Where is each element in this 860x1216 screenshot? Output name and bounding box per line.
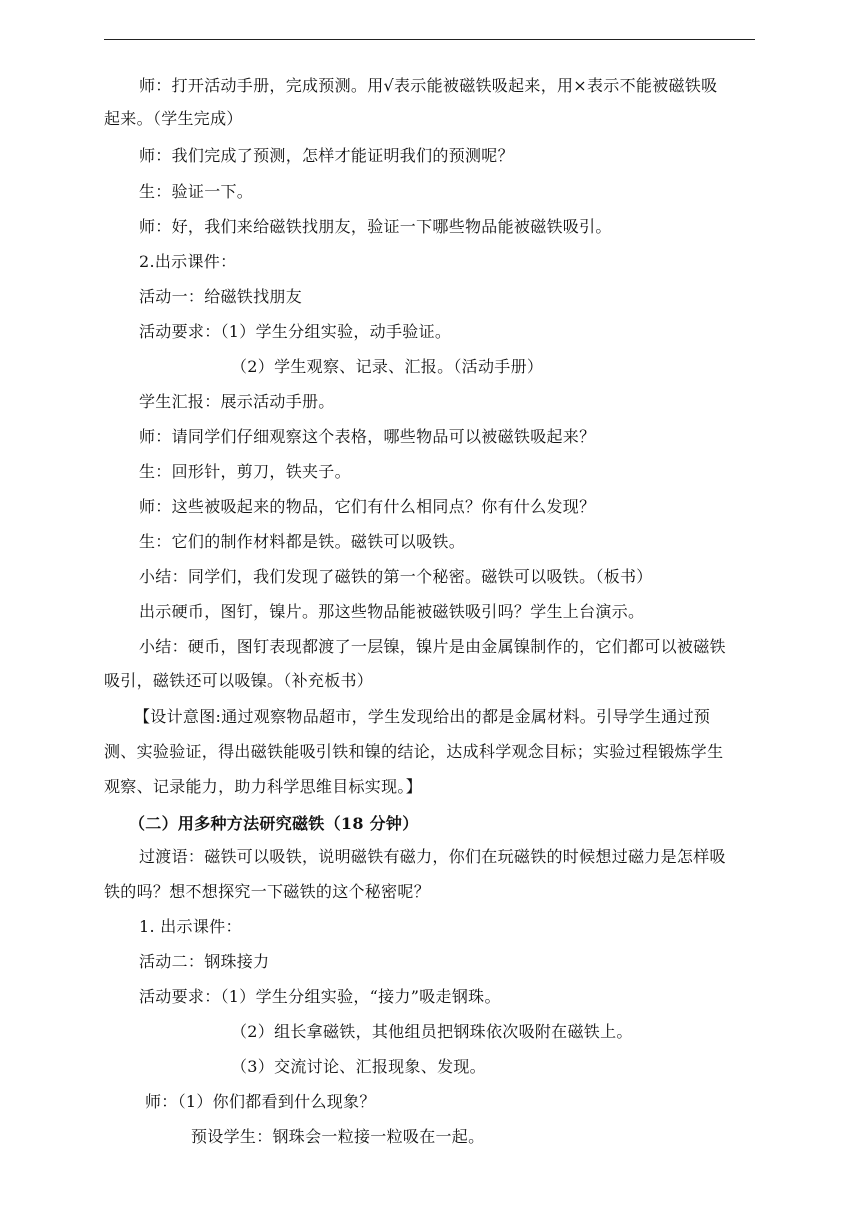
design-intent-line: 观察、记录能力，助力科学思维目标实现。】: [104, 777, 423, 796]
paragraph-line: 出示硬币，图钉，镍片。那这些物品能被磁铁吸引吗？学生上台演示。: [139, 602, 645, 621]
paragraph-line: 师：好，我们来给磁铁找朋友，验证一下哪些物品能被磁铁吸引。: [139, 217, 612, 236]
paragraph-line: 1. 出示课件：: [139, 917, 242, 936]
paragraph-line: 铁的吗？想不想探究一下磁铁的这个秘密呢？: [104, 882, 431, 901]
paragraph-line: 活动要求：（1）学生分组实验，“接力”吸走钢珠。: [139, 987, 501, 1006]
paragraph-line: 生：它们的制作材料都是铁。磁铁可以吸铁。: [139, 532, 466, 551]
paragraph-line: 师：打开活动手册，完成预测。用√表示能被磁铁吸起来，用×表示不能被磁铁吸: [139, 76, 718, 95]
paragraph-line: （2）组长拿磁铁，其他组员把钢珠依次吸附在磁铁上。: [231, 1022, 633, 1041]
paragraph-line: 活动一：给磁铁找朋友: [139, 287, 303, 306]
paragraph-line: 小结：硬币，图钉表现都渡了一层镍，镍片是由金属镍制作的，它们都可以被磁铁: [139, 637, 726, 656]
paragraph-line: 学生汇报：展示活动手册。: [139, 392, 335, 411]
paragraph-line: （2）学生观察、记录、汇报。（活动手册）: [231, 357, 544, 376]
paragraph-line: 起来。（学生完成）: [104, 109, 243, 128]
paragraph-line: 活动要求：（1）学生分组实验，动手验证。: [139, 322, 452, 341]
paragraph-line: 2.出示课件：: [139, 252, 237, 271]
paragraph-line: （3）交流讨论、汇报现象、发现。: [231, 1057, 486, 1076]
paragraph-line: 生：回形针，剪刀，铁夹子。: [139, 462, 351, 481]
paragraph-line: 师：请同学们仔细观察这个表格，哪些物品可以被磁铁吸起来？: [139, 427, 596, 446]
paragraph-line: 预设学生：钢珠会一粒接一粒吸在一起。: [191, 1127, 485, 1146]
paragraph-line: 小结：同学们，我们发现了磁铁的第一个秘密。磁铁可以吸铁。（板书）: [139, 567, 653, 586]
paragraph-line: 师：（1）你们都看到什么现象？: [145, 1092, 376, 1111]
section-heading: （二）用多种方法研究磁铁（18 分钟）: [129, 814, 419, 833]
design-intent-line: 【设计意图:通过观察物品超市，学生发现给出的都是金属材料。引导学生通过预: [134, 707, 711, 726]
paragraph-line: 过渡语：磁铁可以吸铁，说明磁铁有磁力，你们在玩磁铁的时候想过磁力是怎样吸: [139, 847, 726, 866]
paragraph-line: 活动二：钢珠接力: [139, 952, 270, 971]
paragraph-line: 师：这些被吸起来的物品，它们有什么相同点？你有什么发现？: [139, 497, 596, 516]
design-intent-line: 测、实验验证，得出磁铁能吸引铁和镍的结论，达成科学观念目标；实验过程锻炼学生: [104, 742, 724, 761]
header-rule: [104, 39, 755, 40]
paragraph-line: 吸引，磁铁还可以吸镍。（补充板书）: [104, 671, 374, 690]
paragraph-line: 生：验证一下。: [139, 182, 254, 201]
paragraph-line: 师：我们完成了预测，怎样才能证明我们的预测呢？: [139, 146, 514, 165]
